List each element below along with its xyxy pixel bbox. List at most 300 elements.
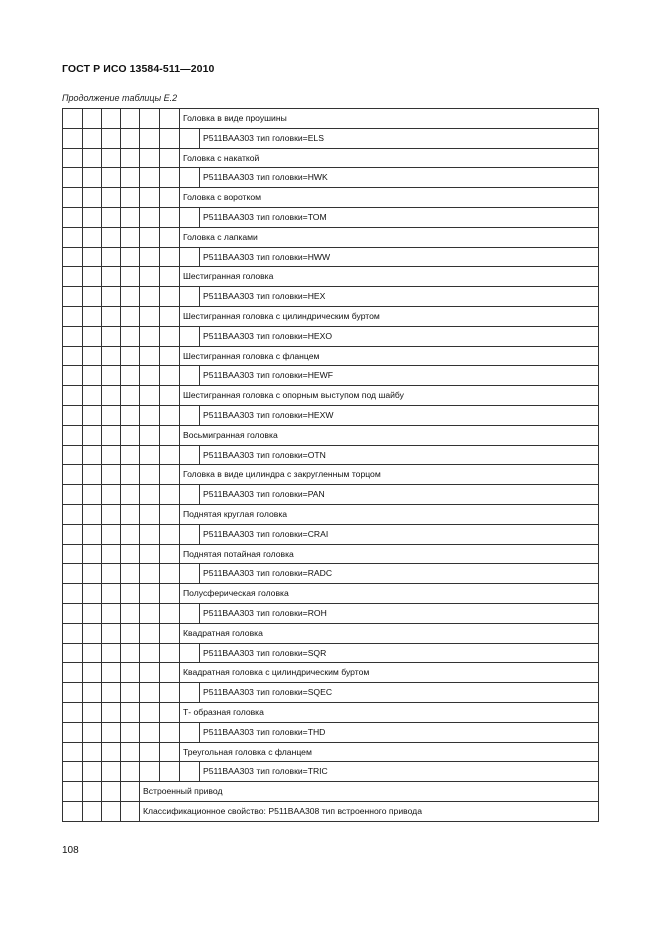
empty-indent-cell: [140, 148, 160, 168]
empty-indent-cell: [180, 722, 200, 742]
empty-indent-cell: [180, 564, 200, 584]
empty-indent-cell: [121, 109, 140, 129]
empty-indent-cell: [121, 485, 140, 505]
empty-indent-cell: [140, 584, 160, 604]
empty-indent-cell: [121, 683, 140, 703]
empty-indent-cell: [160, 425, 180, 445]
table-row: [63, 267, 599, 287]
page-number: 108: [62, 845, 79, 856]
empty-indent-cell: [63, 584, 83, 604]
table-row: [63, 465, 599, 485]
table-row: [63, 227, 599, 247]
table-row: [63, 109, 599, 129]
empty-indent-cell: [83, 782, 102, 802]
empty-indent-cell: [160, 485, 180, 505]
empty-indent-cell: [63, 188, 83, 208]
empty-indent-cell: [83, 109, 102, 129]
empty-indent-cell: [140, 762, 160, 782]
empty-indent-cell: [180, 524, 200, 544]
empty-indent-cell: [121, 247, 140, 267]
empty-indent-cell: [83, 683, 102, 703]
empty-indent-cell: [83, 584, 102, 604]
empty-indent-cell: [140, 425, 160, 445]
empty-indent-cell: [121, 762, 140, 782]
empty-indent-cell: [83, 168, 102, 188]
empty-indent-cell: [160, 524, 180, 544]
table-row: [63, 742, 599, 762]
empty-indent-cell: [83, 643, 102, 663]
empty-indent-cell: [83, 465, 102, 485]
row-label: Полусферическая головка: [180, 584, 599, 604]
empty-indent-cell: [63, 683, 83, 703]
table-row: [63, 504, 599, 524]
empty-indent-cell: [83, 227, 102, 247]
table-row: [63, 782, 599, 802]
table-row: [63, 287, 599, 307]
empty-indent-cell: [121, 405, 140, 425]
empty-indent-cell: [63, 742, 83, 762]
row-label: P511BAA303 тип головки=ELS: [200, 128, 599, 148]
empty-indent-cell: [140, 722, 160, 742]
empty-indent-cell: [63, 287, 83, 307]
empty-indent-cell: [140, 702, 160, 722]
empty-indent-cell: [83, 702, 102, 722]
empty-indent-cell: [83, 346, 102, 366]
row-label: Головка в виде проушины: [180, 109, 599, 129]
empty-indent-cell: [83, 742, 102, 762]
empty-indent-cell: [121, 366, 140, 386]
row-label: Шестигранная головка с опорным выступом под шайбу: [180, 386, 599, 406]
table-row: [63, 702, 599, 722]
empty-indent-cell: [102, 603, 121, 623]
table-row: [63, 801, 599, 821]
empty-indent-cell: [102, 722, 121, 742]
empty-indent-cell: [160, 623, 180, 643]
empty-indent-cell: [102, 584, 121, 604]
empty-indent-cell: [121, 465, 140, 485]
empty-indent-cell: [63, 128, 83, 148]
empty-indent-cell: [121, 188, 140, 208]
empty-indent-cell: [140, 524, 160, 544]
empty-indent-cell: [83, 564, 102, 584]
empty-indent-cell: [121, 346, 140, 366]
empty-indent-cell: [63, 465, 83, 485]
empty-indent-cell: [121, 722, 140, 742]
empty-indent-cell: [140, 287, 160, 307]
empty-indent-cell: [160, 188, 180, 208]
empty-indent-cell: [121, 524, 140, 544]
table-row: [63, 603, 599, 623]
empty-indent-cell: [83, 425, 102, 445]
empty-indent-cell: [83, 722, 102, 742]
empty-indent-cell: [63, 425, 83, 445]
row-label: P511BAA303 тип головки=HEXW: [200, 405, 599, 425]
empty-indent-cell: [160, 465, 180, 485]
empty-indent-cell: [180, 762, 200, 782]
empty-indent-cell: [102, 564, 121, 584]
empty-indent-cell: [63, 504, 83, 524]
empty-indent-cell: [63, 524, 83, 544]
empty-indent-cell: [160, 603, 180, 623]
empty-indent-cell: [160, 504, 180, 524]
table-row: [63, 445, 599, 465]
row-label: P511BAA303 тип головки=TOM: [200, 207, 599, 227]
table-row: [63, 386, 599, 406]
empty-indent-cell: [83, 544, 102, 564]
empty-indent-cell: [83, 405, 102, 425]
empty-indent-cell: [121, 663, 140, 683]
empty-indent-cell: [102, 683, 121, 703]
table-row: [63, 366, 599, 386]
table-row: [63, 326, 599, 346]
empty-indent-cell: [160, 168, 180, 188]
empty-indent-cell: [160, 287, 180, 307]
empty-indent-cell: [102, 425, 121, 445]
empty-indent-cell: [63, 445, 83, 465]
table-row: [63, 623, 599, 643]
row-label: P511BAA303 тип головки=RADC: [200, 564, 599, 584]
empty-indent-cell: [63, 247, 83, 267]
table-row: [63, 683, 599, 703]
empty-indent-cell: [121, 386, 140, 406]
document-header: ГОСТ Р ИСО 13584-511—2010: [62, 63, 215, 75]
empty-indent-cell: [63, 782, 83, 802]
empty-indent-cell: [83, 504, 102, 524]
empty-indent-cell: [102, 405, 121, 425]
empty-indent-cell: [83, 306, 102, 326]
row-label: P511BAA303 тип головки=SQR: [200, 643, 599, 663]
empty-indent-cell: [121, 425, 140, 445]
empty-indent-cell: [180, 445, 200, 465]
empty-indent-cell: [83, 623, 102, 643]
empty-indent-cell: [63, 168, 83, 188]
row-label: Шестигранная головка с цилиндрическим буртом: [180, 306, 599, 326]
empty-indent-cell: [180, 405, 200, 425]
empty-indent-cell: [140, 168, 160, 188]
row-label: P511BAA303 тип головки=HWW: [200, 247, 599, 267]
empty-indent-cell: [160, 148, 180, 168]
empty-indent-cell: [140, 267, 160, 287]
empty-indent-cell: [140, 485, 160, 505]
empty-indent-cell: [140, 445, 160, 465]
empty-indent-cell: [140, 386, 160, 406]
empty-indent-cell: [160, 405, 180, 425]
empty-indent-cell: [102, 168, 121, 188]
empty-indent-cell: [160, 267, 180, 287]
empty-indent-cell: [140, 227, 160, 247]
empty-indent-cell: [63, 148, 83, 168]
table-row: [63, 346, 599, 366]
empty-indent-cell: [140, 742, 160, 762]
empty-indent-cell: [102, 544, 121, 564]
empty-indent-cell: [160, 109, 180, 129]
empty-indent-cell: [63, 663, 83, 683]
row-label: Поднятая круглая головка: [180, 504, 599, 524]
empty-indent-cell: [160, 683, 180, 703]
empty-indent-cell: [160, 544, 180, 564]
empty-indent-cell: [160, 366, 180, 386]
table-row: [63, 524, 599, 544]
empty-indent-cell: [140, 247, 160, 267]
empty-indent-cell: [121, 267, 140, 287]
row-label: Головка с воротком: [180, 188, 599, 208]
empty-indent-cell: [63, 326, 83, 346]
empty-indent-cell: [102, 148, 121, 168]
empty-indent-cell: [63, 702, 83, 722]
row-label: Восьмигранная головка: [180, 425, 599, 445]
table-row: [63, 148, 599, 168]
empty-indent-cell: [63, 306, 83, 326]
empty-indent-cell: [140, 109, 160, 129]
row-label: P511BAA303 тип головки=CRAI: [200, 524, 599, 544]
empty-indent-cell: [160, 247, 180, 267]
empty-indent-cell: [121, 148, 140, 168]
empty-indent-cell: [63, 643, 83, 663]
empty-indent-cell: [160, 326, 180, 346]
empty-indent-cell: [102, 326, 121, 346]
row-label: P511BAA303 тип головки=HEXO: [200, 326, 599, 346]
empty-indent-cell: [102, 742, 121, 762]
empty-indent-cell: [121, 782, 140, 802]
table-row: [63, 306, 599, 326]
empty-indent-cell: [121, 504, 140, 524]
empty-indent-cell: [140, 544, 160, 564]
row-label: Встроенный привод: [140, 782, 599, 802]
empty-indent-cell: [180, 485, 200, 505]
empty-indent-cell: [83, 326, 102, 346]
empty-indent-cell: [83, 247, 102, 267]
empty-indent-cell: [102, 782, 121, 802]
empty-indent-cell: [83, 267, 102, 287]
empty-indent-cell: [83, 207, 102, 227]
empty-indent-cell: [102, 247, 121, 267]
empty-indent-cell: [63, 405, 83, 425]
empty-indent-cell: [121, 207, 140, 227]
empty-indent-cell: [160, 742, 180, 762]
empty-indent-cell: [63, 623, 83, 643]
table-row: [63, 207, 599, 227]
row-label: Треугольная головка с фланцем: [180, 742, 599, 762]
empty-indent-cell: [140, 603, 160, 623]
empty-indent-cell: [140, 683, 160, 703]
empty-indent-cell: [102, 702, 121, 722]
empty-indent-cell: [102, 465, 121, 485]
empty-indent-cell: [102, 306, 121, 326]
empty-indent-cell: [83, 287, 102, 307]
empty-indent-cell: [180, 287, 200, 307]
empty-indent-cell: [140, 504, 160, 524]
empty-indent-cell: [102, 504, 121, 524]
empty-indent-cell: [160, 584, 180, 604]
empty-indent-cell: [102, 485, 121, 505]
table-row: [63, 663, 599, 683]
empty-indent-cell: [102, 267, 121, 287]
empty-indent-cell: [102, 801, 121, 821]
empty-indent-cell: [63, 267, 83, 287]
empty-indent-cell: [121, 544, 140, 564]
classification-table: [62, 108, 599, 822]
empty-indent-cell: [63, 564, 83, 584]
row-label: Головка с лапками: [180, 227, 599, 247]
row-label: P511BAA303 тип головки=PAN: [200, 485, 599, 505]
empty-indent-cell: [140, 405, 160, 425]
empty-indent-cell: [180, 643, 200, 663]
empty-indent-cell: [63, 366, 83, 386]
empty-indent-cell: [160, 227, 180, 247]
empty-indent-cell: [83, 386, 102, 406]
table-row: [63, 762, 599, 782]
empty-indent-cell: [83, 366, 102, 386]
row-label: P511BAA303 тип головки=SQEC: [200, 683, 599, 703]
empty-indent-cell: [180, 207, 200, 227]
empty-indent-cell: [140, 643, 160, 663]
empty-indent-cell: [180, 128, 200, 148]
empty-indent-cell: [63, 801, 83, 821]
empty-indent-cell: [63, 603, 83, 623]
empty-indent-cell: [160, 346, 180, 366]
empty-indent-cell: [63, 762, 83, 782]
row-label: P511BAA303 тип головки=ROH: [200, 603, 599, 623]
empty-indent-cell: [140, 366, 160, 386]
empty-indent-cell: [121, 306, 140, 326]
empty-indent-cell: [102, 346, 121, 366]
table-row: [63, 188, 599, 208]
table-caption: Продолжение таблицы Е.2: [62, 93, 178, 103]
empty-indent-cell: [121, 742, 140, 762]
row-label: Классификационное свойство: P511BAA308 тип встроенного привода: [140, 801, 599, 821]
empty-indent-cell: [102, 386, 121, 406]
empty-indent-cell: [83, 663, 102, 683]
empty-indent-cell: [121, 702, 140, 722]
empty-indent-cell: [160, 702, 180, 722]
row-label: P511BAA303 тип головки=OTN: [200, 445, 599, 465]
empty-indent-cell: [160, 643, 180, 663]
empty-indent-cell: [102, 128, 121, 148]
table-row: [63, 405, 599, 425]
table-row: [63, 485, 599, 505]
row-label: Квадратная головка: [180, 623, 599, 643]
empty-indent-cell: [160, 128, 180, 148]
empty-indent-cell: [160, 386, 180, 406]
empty-indent-cell: [102, 663, 121, 683]
empty-indent-cell: [102, 445, 121, 465]
table-row: [63, 128, 599, 148]
empty-indent-cell: [63, 346, 83, 366]
empty-indent-cell: [83, 801, 102, 821]
empty-indent-cell: [140, 326, 160, 346]
empty-indent-cell: [83, 128, 102, 148]
empty-indent-cell: [83, 762, 102, 782]
empty-indent-cell: [63, 109, 83, 129]
empty-indent-cell: [102, 623, 121, 643]
row-label: Головка с накаткой: [180, 148, 599, 168]
table-row: [63, 425, 599, 445]
empty-indent-cell: [63, 722, 83, 742]
empty-indent-cell: [160, 207, 180, 227]
table-row: [63, 643, 599, 663]
empty-indent-cell: [180, 683, 200, 703]
empty-indent-cell: [63, 386, 83, 406]
empty-indent-cell: [121, 128, 140, 148]
table-row: [63, 584, 599, 604]
empty-indent-cell: [121, 168, 140, 188]
empty-indent-cell: [102, 643, 121, 663]
empty-indent-cell: [140, 188, 160, 208]
empty-indent-cell: [160, 762, 180, 782]
row-label: P511BAA303 тип головки=HEX: [200, 287, 599, 307]
table-row: [63, 722, 599, 742]
empty-indent-cell: [121, 326, 140, 346]
empty-indent-cell: [121, 643, 140, 663]
empty-indent-cell: [63, 485, 83, 505]
empty-indent-cell: [140, 465, 160, 485]
empty-indent-cell: [121, 584, 140, 604]
empty-indent-cell: [63, 207, 83, 227]
empty-indent-cell: [121, 564, 140, 584]
row-label: Поднятая потайная головка: [180, 544, 599, 564]
empty-indent-cell: [102, 109, 121, 129]
empty-indent-cell: [140, 663, 160, 683]
empty-indent-cell: [102, 762, 121, 782]
empty-indent-cell: [160, 445, 180, 465]
empty-indent-cell: [180, 603, 200, 623]
empty-indent-cell: [140, 128, 160, 148]
table-row: [63, 247, 599, 267]
empty-indent-cell: [102, 524, 121, 544]
row-label: P511BAA303 тип головки=HEWF: [200, 366, 599, 386]
empty-indent-cell: [180, 326, 200, 346]
table-row: [63, 168, 599, 188]
row-label: P511BAA303 тип головки=HWK: [200, 168, 599, 188]
empty-indent-cell: [63, 544, 83, 564]
row-label: Квадратная головка с цилиндрическим буртом: [180, 663, 599, 683]
empty-indent-cell: [102, 287, 121, 307]
empty-indent-cell: [121, 445, 140, 465]
empty-indent-cell: [121, 801, 140, 821]
empty-indent-cell: [102, 227, 121, 247]
table-row: [63, 564, 599, 584]
empty-indent-cell: [160, 564, 180, 584]
empty-indent-cell: [83, 188, 102, 208]
empty-indent-cell: [160, 722, 180, 742]
empty-indent-cell: [180, 366, 200, 386]
empty-indent-cell: [102, 188, 121, 208]
empty-indent-cell: [83, 485, 102, 505]
row-label: Головка в виде цилиндра с закругленным торцом: [180, 465, 599, 485]
empty-indent-cell: [140, 564, 160, 584]
table-row: [63, 544, 599, 564]
row-label: Шестигранная головка с фланцем: [180, 346, 599, 366]
empty-indent-cell: [83, 603, 102, 623]
row-label: P511BAA303 тип головки=TRIC: [200, 762, 599, 782]
empty-indent-cell: [140, 346, 160, 366]
row-label: Т- образная головка: [180, 702, 599, 722]
empty-indent-cell: [160, 306, 180, 326]
empty-indent-cell: [121, 227, 140, 247]
row-label: P511BAA303 тип головки=THD: [200, 722, 599, 742]
empty-indent-cell: [83, 445, 102, 465]
empty-indent-cell: [180, 247, 200, 267]
empty-indent-cell: [121, 623, 140, 643]
empty-indent-cell: [140, 623, 160, 643]
empty-indent-cell: [63, 227, 83, 247]
empty-indent-cell: [160, 663, 180, 683]
empty-indent-cell: [83, 524, 102, 544]
empty-indent-cell: [102, 207, 121, 227]
empty-indent-cell: [140, 207, 160, 227]
empty-indent-cell: [102, 366, 121, 386]
empty-indent-cell: [121, 603, 140, 623]
